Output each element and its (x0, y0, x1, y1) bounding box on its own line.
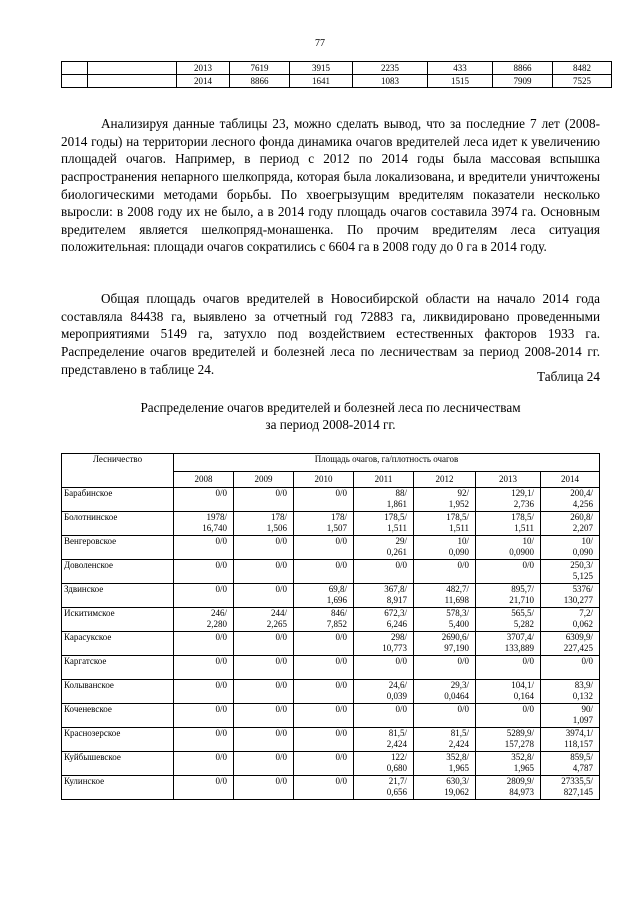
density-value: 0,656 (386, 787, 407, 797)
empty-cell (62, 75, 88, 88)
density-value: 11,698 (444, 595, 469, 605)
value-cell (476, 776, 541, 800)
area-value: 24,6/ (388, 680, 407, 690)
area-value: 352,8/ (511, 752, 534, 762)
forestry-name: Краснозерское (62, 728, 174, 752)
area-value: 200,4/ (570, 488, 593, 498)
value-cell (541, 560, 600, 584)
value-cell (174, 632, 234, 656)
table-cell: 2235 (353, 62, 428, 75)
forestry-name: Куйбышевское (62, 752, 174, 776)
forestry-name: Коченевское (62, 704, 174, 728)
value-cell (541, 728, 600, 752)
table-row (62, 632, 600, 656)
density-value: 5,400 (448, 619, 469, 629)
forestry-name: Доволенское (62, 560, 174, 584)
area-value: 0/0 (395, 560, 407, 570)
value-cell (541, 704, 600, 728)
value-cell (294, 752, 354, 776)
value-cell (354, 512, 414, 536)
value-cell (174, 728, 234, 752)
value-cell (414, 560, 476, 584)
value-cell (294, 680, 354, 704)
header-year: 2009 (234, 472, 294, 488)
value-cell (414, 704, 476, 728)
value-cell (174, 512, 234, 536)
table-cell: 8482 (553, 62, 612, 75)
empty-cell (62, 62, 88, 75)
area-value: 0/0 (275, 536, 287, 546)
density-value: 1,696 (326, 595, 347, 605)
area-value: 88/ (395, 488, 407, 498)
area-value: 0/0 (215, 536, 227, 546)
density-value: 0,039 (386, 691, 407, 701)
area-value: 0/0 (275, 728, 287, 738)
table-title (61, 399, 600, 433)
area-value: 250,3/ (570, 560, 593, 570)
value-cell (354, 632, 414, 656)
value-cell (174, 488, 234, 512)
table-cell: 1083 (353, 75, 428, 88)
value-cell (234, 752, 294, 776)
value-cell (414, 608, 476, 632)
area-value: 0/0 (215, 728, 227, 738)
density-value: 1,965 (448, 763, 469, 773)
forestry-name: Колыванское (62, 680, 174, 704)
value-cell (354, 680, 414, 704)
table-row (62, 488, 600, 512)
value-cell (354, 560, 414, 584)
value-cell (414, 536, 476, 560)
value-cell (541, 512, 600, 536)
table-row (62, 680, 600, 704)
value-cell (294, 656, 354, 680)
density-value: 2,424 (386, 739, 407, 749)
area-value: 5289,9/ (506, 728, 534, 738)
forestry-name: Каргатское (62, 656, 174, 680)
table-row (62, 656, 600, 680)
density-value: 0,0464 (444, 691, 469, 701)
area-value: 0/0 (215, 776, 227, 786)
area-value: 6309,9/ (565, 632, 593, 642)
density-value: 1,965 (513, 763, 534, 773)
header-area-density: Площадь очагов, га/плотность очагов (174, 454, 600, 472)
area-value: 0/0 (275, 704, 287, 714)
density-value: 5,282 (513, 619, 534, 629)
table-title-line1: Распределение очагов вредителей и болезней леса по лесничествам (140, 400, 521, 415)
value-cell (294, 608, 354, 632)
area-value: 3974,1/ (565, 728, 593, 738)
value-cell (354, 728, 414, 752)
area-value: 0/0 (275, 560, 287, 570)
continued-table (61, 61, 612, 88)
value-cell (354, 536, 414, 560)
value-cell (234, 776, 294, 800)
value-cell (541, 776, 600, 800)
empty-cell (88, 75, 177, 88)
forestry-name: Барабинское (62, 488, 174, 512)
area-value: 0/0 (522, 704, 534, 714)
area-value: 0/0 (275, 632, 287, 642)
table-row (62, 512, 600, 536)
page-number: 77 (315, 38, 325, 49)
area-value: 83,9/ (574, 680, 593, 690)
table-row (62, 776, 600, 800)
area-value: 0/0 (581, 656, 593, 666)
area-value: 859,5/ (570, 752, 593, 762)
table-row (62, 608, 600, 632)
area-value: 0/0 (335, 656, 347, 666)
area-value: 0/0 (215, 704, 227, 714)
empty-cell (88, 62, 177, 75)
area-value: 21,7/ (388, 776, 407, 786)
area-value: 0/0 (215, 560, 227, 570)
value-cell (541, 608, 600, 632)
header-year: 2011 (354, 472, 414, 488)
density-value: 4,256 (572, 499, 593, 509)
density-value: 2,736 (513, 499, 534, 509)
area-value: 0/0 (215, 584, 227, 594)
density-value: 1,507 (326, 523, 347, 533)
table-cell: 7909 (493, 75, 553, 88)
value-cell (234, 488, 294, 512)
density-value: 16,740 (202, 523, 227, 533)
area-value: 29,3/ (450, 680, 469, 690)
area-value: 0/0 (275, 488, 287, 498)
header-year: 2010 (294, 472, 354, 488)
density-value: 21,710 (509, 595, 534, 605)
area-value: 1978/ (206, 512, 227, 522)
area-value: 3707,4/ (506, 632, 534, 642)
area-value: 178,5/ (511, 512, 534, 522)
area-value: 69,8/ (328, 584, 347, 594)
area-value: 81,5/ (450, 728, 469, 738)
value-cell (234, 728, 294, 752)
area-value: 246/ (210, 608, 227, 618)
value-cell (354, 656, 414, 680)
density-value: 1,506 (266, 523, 287, 533)
value-cell (414, 680, 476, 704)
table-cell: 433 (428, 62, 493, 75)
value-cell (476, 728, 541, 752)
area-value: 2690,6/ (441, 632, 469, 642)
area-value: 10/ (522, 536, 534, 546)
value-cell (174, 536, 234, 560)
value-cell (476, 512, 541, 536)
area-value: 244/ (270, 608, 287, 618)
value-cell (414, 488, 476, 512)
table-cell: 7619 (230, 62, 290, 75)
density-value: 1,511 (449, 523, 469, 533)
value-cell (234, 584, 294, 608)
value-cell (414, 512, 476, 536)
value-cell (174, 608, 234, 632)
forestry-name: Болотнинское (62, 512, 174, 536)
area-value: 0/0 (275, 752, 287, 762)
value-cell (234, 632, 294, 656)
value-cell (174, 704, 234, 728)
area-value: 672,3/ (384, 608, 407, 618)
density-value: 4,787 (572, 763, 593, 773)
area-value: 0/0 (395, 704, 407, 714)
value-cell (294, 488, 354, 512)
forestry-name: Искитимское (62, 608, 174, 632)
area-value: 0/0 (457, 560, 469, 570)
value-cell (234, 656, 294, 680)
table-row (62, 584, 600, 608)
value-cell (174, 776, 234, 800)
density-value: 0,090 (572, 547, 593, 557)
area-value: 0/0 (457, 704, 469, 714)
value-cell (476, 536, 541, 560)
area-value: 90/ (581, 704, 593, 714)
area-value: 0/0 (522, 560, 534, 570)
density-value: 8,917 (386, 595, 407, 605)
density-value: 0,132 (572, 691, 593, 701)
area-value: 260,8/ (570, 512, 593, 522)
density-value: 7,852 (326, 619, 347, 629)
value-cell (234, 560, 294, 584)
density-value: 130,277 (563, 595, 593, 605)
area-value: 10/ (457, 536, 469, 546)
density-value: 0,164 (513, 691, 534, 701)
table-cell: 7525 (553, 75, 612, 88)
density-value: 5,125 (572, 571, 593, 581)
value-cell (174, 584, 234, 608)
area-value: 0/0 (335, 632, 347, 642)
value-cell (414, 584, 476, 608)
forestry-name: Кулинское (62, 776, 174, 800)
value-cell (294, 728, 354, 752)
value-cell (294, 632, 354, 656)
area-value: 129,1/ (511, 488, 534, 498)
density-value: 0,680 (386, 763, 407, 773)
value-cell (354, 584, 414, 608)
density-value: 19,062 (444, 787, 469, 797)
area-value: 122/ (390, 752, 407, 762)
table-row (62, 560, 600, 584)
density-value: 1,511 (514, 523, 534, 533)
area-value: 0/0 (457, 656, 469, 666)
area-value: 178/ (330, 512, 347, 522)
value-cell (294, 560, 354, 584)
area-value: 367,8/ (384, 584, 407, 594)
table-cell: 2013 (177, 62, 230, 75)
table-cell: 8866 (230, 75, 290, 88)
area-value: 0/0 (335, 560, 347, 570)
area-value: 0/0 (215, 488, 227, 498)
area-value: 178,5/ (384, 512, 407, 522)
value-cell (414, 752, 476, 776)
density-value: 2,424 (448, 739, 469, 749)
density-value: 0,090 (448, 547, 469, 557)
area-value: 0/0 (215, 752, 227, 762)
density-value: 1,952 (448, 499, 469, 509)
area-value: 29/ (395, 536, 407, 546)
area-value: 178,5/ (446, 512, 469, 522)
area-value: 578,3/ (446, 608, 469, 618)
value-cell (294, 512, 354, 536)
header-year: 2013 (476, 472, 541, 488)
value-cell (476, 680, 541, 704)
value-cell (354, 752, 414, 776)
value-cell (174, 752, 234, 776)
density-value: 227,425 (563, 643, 593, 653)
area-value: 178/ (270, 512, 287, 522)
value-cell (354, 488, 414, 512)
value-cell (476, 560, 541, 584)
density-value: 97,190 (444, 643, 469, 653)
value-cell (234, 512, 294, 536)
table-row (62, 752, 600, 776)
forestry-name: Карасукское (62, 632, 174, 656)
density-value: 133,889 (504, 643, 534, 653)
area-value: 0/0 (335, 752, 347, 762)
area-value: 0/0 (275, 656, 287, 666)
area-value: 0/0 (522, 656, 534, 666)
area-value: 10/ (581, 536, 593, 546)
value-cell (541, 752, 600, 776)
value-cell (414, 632, 476, 656)
value-cell (234, 536, 294, 560)
value-cell (294, 704, 354, 728)
table-row (62, 536, 600, 560)
table-title-line2: за период 2008-2014 гг. (265, 417, 396, 432)
value-cell (174, 560, 234, 584)
area-value: 81,5/ (388, 728, 407, 738)
value-cell (541, 536, 600, 560)
area-value: 0/0 (275, 776, 287, 786)
density-value: 2,207 (572, 523, 593, 533)
paragraph-total-area: Общая площадь очагов вредителей в Новосибирской области на начало 2014 года составляла 84438 га, выявлено за отчетный год 72883 га, ликвидировано проведенными мероприятиями 5149 га, затухло под воздействием естественных факторов 1933 га. Распределение очагов вредителей и болезней леса по лесничествам за период 2008-2014 гг. представлено в таблице 24. (61, 291, 600, 377)
table-header-row (62, 454, 600, 472)
table-row (62, 728, 600, 752)
density-value: 6,246 (386, 619, 407, 629)
table-cell: 3915 (290, 62, 353, 75)
forestry-name: Венгеровское (62, 536, 174, 560)
density-value: 0,0900 (509, 547, 534, 557)
header-forestry: Лесничество (62, 454, 174, 488)
header-year: 2008 (174, 472, 234, 488)
value-cell (414, 656, 476, 680)
area-value: 298/ (390, 632, 407, 642)
value-cell (174, 656, 234, 680)
area-value: 895,7/ (511, 584, 534, 594)
density-value: 0,261 (386, 547, 407, 557)
table-cell: 1641 (290, 75, 353, 88)
density-value: 10,773 (382, 643, 407, 653)
table-cell: 2014 (177, 75, 230, 88)
area-value: 92/ (457, 488, 469, 498)
value-cell (414, 776, 476, 800)
area-value: 0/0 (335, 680, 347, 690)
density-value: 0,062 (572, 619, 593, 629)
value-cell (476, 584, 541, 608)
value-cell (541, 632, 600, 656)
value-cell (476, 752, 541, 776)
table-label: Таблица 24 (537, 369, 600, 384)
value-cell (541, 656, 600, 680)
density-value: 118,157 (564, 739, 593, 749)
table-cell: 1515 (428, 75, 493, 88)
area-value: 482,7/ (446, 584, 469, 594)
area-value: 0/0 (275, 584, 287, 594)
density-value: 157,278 (504, 739, 534, 749)
density-value: 1,511 (387, 523, 407, 533)
value-cell (234, 608, 294, 632)
density-value: 827,145 (563, 787, 593, 797)
area-value: 352,8/ (446, 752, 469, 762)
value-cell (541, 680, 600, 704)
value-cell (414, 728, 476, 752)
value-cell (234, 680, 294, 704)
value-cell (476, 608, 541, 632)
value-cell (476, 632, 541, 656)
area-value: 630,3/ (446, 776, 469, 786)
density-value: 2,265 (266, 619, 287, 629)
continued-table-row (62, 75, 612, 88)
area-value: 0/0 (335, 728, 347, 738)
area-value: 0/0 (335, 704, 347, 714)
table-row (62, 704, 600, 728)
density-value: 1,861 (386, 499, 407, 509)
area-value: 0/0 (335, 488, 347, 498)
continued-table-row (62, 62, 612, 75)
area-value: 7,2/ (579, 608, 593, 618)
area-value: 0/0 (395, 656, 407, 666)
area-value: 5376/ (572, 584, 593, 594)
table-cell: 8866 (493, 62, 553, 75)
value-cell (476, 488, 541, 512)
area-value: 0/0 (215, 632, 227, 642)
paragraph-analysis: Анализируя данные таблицы 23, можно сделать вывод, что за последние 7 лет (2008-2014 годы) на территории лесного фонда динамика очагов вредителей леса идет к увеличению площадей очагов. Например, в период с 2012 по 2014 годы была массовая вспышка распространения непарного шелкопряда, которая была локализована, и вредители уничтожены биологическими методами борьбы. По хвоегрызущим вредителям показатели несколько выросли: в 2008 году их не было, а в 2014 году площадь очагов составила 3974 га. Основным вредителем является шелкопряд-монашенка. По прочим вредителям леса ситуация положительная: площади очагов сократились с 6604 га в 2008 году до 0 га в 2014 году. (61, 116, 600, 255)
forestry-name: Здвинское (62, 584, 174, 608)
area-value: 0/0 (215, 680, 227, 690)
header-year: 2014 (541, 472, 600, 488)
area-value: 104,1/ (511, 680, 534, 690)
value-cell (354, 776, 414, 800)
header-year: 2012 (414, 472, 476, 488)
value-cell (354, 608, 414, 632)
value-cell (476, 704, 541, 728)
forest-pest-table (61, 453, 600, 800)
area-value: 0/0 (215, 656, 227, 666)
value-cell (174, 680, 234, 704)
density-value: 1,097 (572, 715, 593, 725)
density-value: 84,973 (509, 787, 534, 797)
value-cell (294, 776, 354, 800)
value-cell (541, 488, 600, 512)
area-value: 0/0 (335, 536, 347, 546)
value-cell (294, 536, 354, 560)
value-cell (541, 584, 600, 608)
area-value: 2809,9/ (506, 776, 534, 786)
area-value: 27335,5/ (561, 776, 593, 786)
area-value: 846/ (330, 608, 347, 618)
value-cell (476, 656, 541, 680)
area-value: 565,5/ (511, 608, 534, 618)
density-value: 2,280 (206, 619, 227, 629)
area-value: 0/0 (275, 680, 287, 690)
value-cell (294, 584, 354, 608)
area-value: 0/0 (335, 776, 347, 786)
value-cell (234, 704, 294, 728)
value-cell (354, 704, 414, 728)
